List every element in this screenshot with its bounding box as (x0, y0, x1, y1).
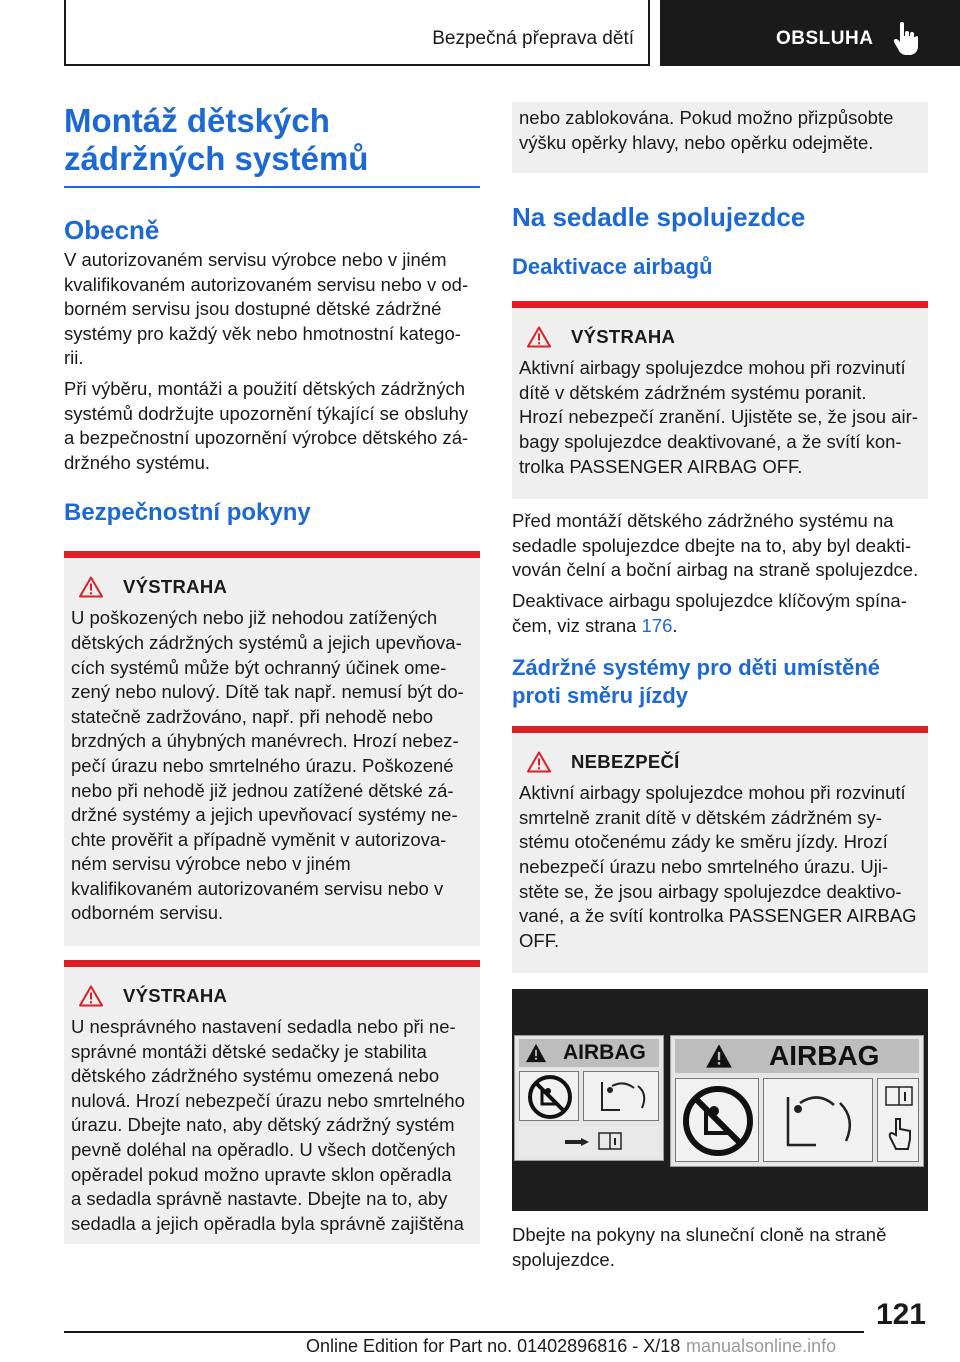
right-column (512, 102, 928, 1272)
warning-title: VÝSTRAHA (571, 326, 676, 348)
danger-title: NEBEZPEČÍ (571, 751, 680, 773)
warning-text: U poškozených nebo již nehodou zatížených dětských zádržných systémů a jejich upevňova‐ cích systémů může být ochranný účinek ome‐ zený nebo nulový. Dítě tak např. nemusí být do‐ statečně zadržováno, např. při nehodě nebo brzdných a úhybných manévrech. Hrozí nebez‐ pečí úrazu nebo smrtelného úrazu. Poškozené nebo při nehodě již jednou zatížené dětské zá‐ držné systémy a jejich upevňovací systémy ne‐ chte prověřit a případně vyměnit v autorizova‐ ném servisu výrobce nebo v jiném kvalifikovaném autorizovaném servisu nebo v odborném servisu. (71, 607, 464, 924)
page-title: Montáž dětských zádržných systémů (64, 102, 480, 188)
footer-edition: Online Edition for Part no. 01402896816 - X/18 (306, 1336, 681, 1356)
no-child-seat-icon (519, 1071, 579, 1121)
warning-box-2 (64, 960, 480, 1244)
danger-box (512, 726, 928, 973)
airbag-label-large: AIRBAG (670, 1035, 924, 1167)
photo-caption: Dbejte na pokyny na sluneční cloně na straně spolujezdce. (512, 1224, 887, 1270)
danger-text: Aktivní airbagy spolujezdce mohou při rozvinutí smrtelně zranit dítě v dětském zádržném sy‐ stému otočenému zády ke směru jízdy. Hrozí nebezpečí úrazu nebo smrtelného úrazu. Uji‐ stěte se, že jsou airbagy spolujezdce deaktivo‐ vané, a že svítí kontrolka PASSENGER AIRBAG OFF. (519, 782, 917, 951)
warning-triangle-icon (79, 985, 103, 1007)
footer-watermark: manualsonline.info (686, 1336, 837, 1356)
footer-rule (64, 1331, 864, 1333)
header-chapter-tab (660, 0, 960, 66)
passenger-paragraph-2: Deaktivace airbagu spolujezdce klíčovým spína‐ čem, viz strana 176. (512, 589, 907, 636)
header-section-box (64, 0, 650, 66)
warning-box-2-continued (512, 102, 928, 173)
warning-triangle-icon (79, 576, 103, 598)
warning-triangle-icon (527, 326, 551, 348)
general-paragraph-1: V autorizovaném servisu výrobce nebo v jiném kvalifikovaném autorizovaném servisu nebo v od‐ borném servisu jsou dostupné dětské zádržné systémy pro každý věk nebo hmotnostní katego‐ rii. (64, 249, 469, 369)
header-chapter-title: OBSLUHA (776, 28, 874, 49)
pointing-hand-icon (892, 22, 920, 56)
no-child-seat-icon (675, 1078, 759, 1162)
page-number: 121 (875, 1298, 926, 1331)
warning-text: Aktivní airbagy spolujezdce mohou při rozvinutí dítě v dětském zádržném systému poranit. Hrozí nebezpečí zranění. Ujistěte se, že jsou air‐ bagy spolujezdce deaktivované, a že svítí kon‐ trolka PASSENGER AIRBAG OFF. (519, 357, 918, 477)
seat-airbag-icon (583, 1071, 659, 1121)
airbag-label-small: AIRBAG (514, 1035, 664, 1161)
safety-heading: Bezpečnostní pokyny (64, 499, 311, 527)
warning-box-3 (512, 301, 928, 499)
airbag-label-photo (512, 989, 928, 1211)
warning-box-1 (64, 551, 480, 946)
general-heading: Obecně (64, 215, 160, 245)
left-column (64, 100, 480, 1244)
rear-facing-heading: Zádržné systémy pro děti umístěné proti směru jízdy (512, 655, 880, 709)
warning-triangle-icon (525, 1043, 547, 1063)
see-manual-row (519, 1126, 659, 1156)
seat-airbag-icon (763, 1078, 873, 1162)
manual-hand-icon (877, 1078, 919, 1162)
passenger-seat-heading: Na sedadle spolujezdce (512, 202, 806, 233)
passenger-paragraph-1: Před montáží dětského zádržného systému na sedadle spolujezdce dbejte na to, aby byl deakti‐ vován čelní a boční airbag na straně spolujezdce. (512, 510, 919, 581)
header-section-title: Bezpečná přeprava dětí (432, 28, 634, 49)
warning-title: VÝSTRAHA (123, 576, 228, 598)
page-reference-link[interactable]: 176 (641, 614, 673, 636)
warning-text: nebo zablokována. Pokud možno přizpůsobte výšku opěrky hlavy, nebo opěrku odejměte. (519, 107, 894, 153)
warning-title: VÝSTRAHA (123, 985, 228, 1007)
general-paragraph-2: Při výběru, montáži a použití dětských zádržných systémů dodržujte upozornění týkající se obsluhy a bezpečnostní upozornění výrobce dětského zá‐ držného systému. (64, 377, 469, 473)
warning-text: U nesprávného nastavení sedadla nebo při ne‐ správné montáži dětské sedačky je stabilita dětského zádržného systému omezená nebo nulová. Hrozí nebezpečí úrazu nebo smrtelného úrazu. Dbejte nato, aby dětský zádržný systém pevně doléhal na opěradlo. U všech dotčených opěradel pokud možno upravte sklon opěradla a sedadla správně nastavte. Dbejte na to, aby sedadla a jejich opěradla byla správně zajištěna (71, 1016, 465, 1234)
danger-triangle-icon (527, 751, 551, 773)
airbag-deactivation-heading: Deaktivace airbagů (512, 254, 713, 280)
warning-triangle-icon (705, 1043, 733, 1069)
